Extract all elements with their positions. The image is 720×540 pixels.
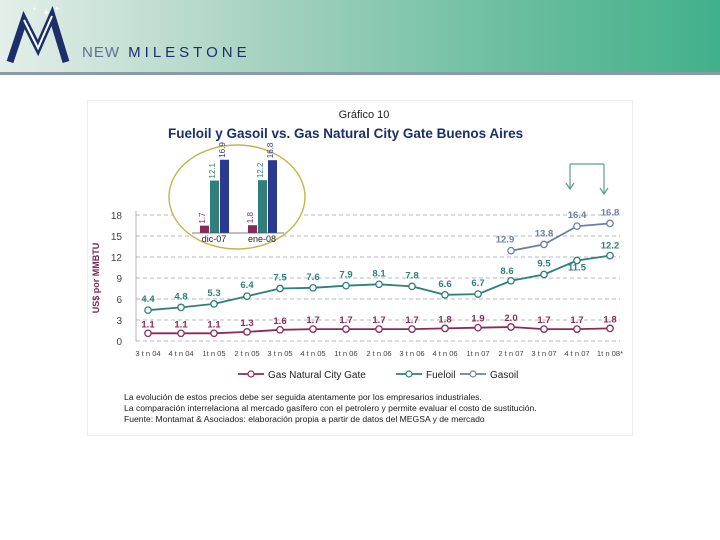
y-tick-label: 9 <box>116 274 122 285</box>
milestone-logo-icon <box>4 2 74 68</box>
x-tick-label: 4 t n 04 <box>168 349 194 358</box>
y-axis-label: US$ por MMBTU <box>91 242 101 314</box>
x-tick-label: 1t n 06 <box>334 349 358 358</box>
inset-bar-label: 1.7 <box>198 212 207 224</box>
data-label: 6.7 <box>471 278 485 290</box>
legend-marker <box>406 371 412 377</box>
y-tick-label: 12 <box>110 253 122 264</box>
x-tick-label: 3 t n 04 <box>135 349 161 358</box>
data-point <box>508 248 514 254</box>
y-tick-label: 15 <box>110 232 122 243</box>
inset-bar <box>200 226 209 233</box>
data-point <box>607 252 613 258</box>
data-point <box>277 285 283 291</box>
data-label: 16.8 <box>600 207 620 219</box>
note-line-3: Fuente: Montamat & Asociados: elaboración propia a partir de datos del MEGSA y de mercado <box>124 414 485 424</box>
header-divider <box>0 72 720 75</box>
inset-bar-label: 12.2 <box>256 162 265 179</box>
data-point <box>178 304 184 310</box>
inset-bar-label: 1.8 <box>246 212 255 224</box>
data-label: 11.5 <box>568 262 586 274</box>
data-label: 1.1 <box>207 319 221 331</box>
data-label: 2.0 <box>504 313 518 324</box>
data-point <box>277 327 283 333</box>
data-point <box>409 326 415 332</box>
data-point <box>178 330 184 336</box>
data-point <box>442 292 448 298</box>
data-label: 1.8 <box>438 314 452 326</box>
legend-label: Gasoil <box>490 370 519 381</box>
data-point <box>310 285 316 291</box>
inset-bar <box>210 181 219 233</box>
data-label: 1.7 <box>570 315 584 327</box>
inset-bar-label: 16.9 <box>218 142 227 158</box>
legend-marker <box>470 371 476 377</box>
y-tick-label: 3 <box>116 316 122 327</box>
data-point <box>211 330 217 336</box>
data-label: 1.7 <box>372 315 386 327</box>
data-point <box>508 324 514 330</box>
data-point <box>607 220 613 226</box>
data-label: 16.4 <box>567 210 587 222</box>
chart-canvas <box>88 101 634 437</box>
y-tick-label: 6 <box>116 295 122 306</box>
data-point <box>574 223 580 229</box>
data-label: 12.2 <box>600 240 620 252</box>
data-label: 1.7 <box>537 315 551 327</box>
data-point <box>376 326 382 332</box>
data-label: 4.4 <box>141 294 155 306</box>
inset-bar <box>258 180 267 233</box>
data-label: 5.3 <box>207 287 221 299</box>
legend-label: Gas Natural City Gate <box>268 370 366 381</box>
legend-marker <box>248 371 254 377</box>
data-point <box>475 325 481 331</box>
inset-category-label: ene-08 <box>247 234 277 244</box>
x-tick-label: 3 t n 07 <box>531 349 557 358</box>
header-banner <box>0 0 720 72</box>
data-point <box>211 301 217 307</box>
x-tick-label: 4 t n 05 <box>300 349 326 358</box>
data-label: 1.7 <box>306 315 320 327</box>
data-point <box>607 325 613 331</box>
data-point <box>310 326 316 332</box>
chart-slide <box>87 100 633 436</box>
data-point <box>541 326 547 332</box>
data-label: 6.4 <box>240 280 254 292</box>
brand-name <box>82 44 251 61</box>
x-tick-label: 2 t n 07 <box>498 349 524 358</box>
data-label: 8.1 <box>372 268 386 280</box>
data-label: 7.6 <box>306 271 320 283</box>
data-label: 1.7 <box>339 315 353 327</box>
y-tick-label: 18 <box>110 211 122 222</box>
y-tick-label: 0 <box>116 337 122 348</box>
chart-title: Fueloil y Gasoil vs. Gas Natural City Gate Buenos Aires <box>168 126 524 141</box>
x-tick-label: 2 t n 05 <box>234 349 260 358</box>
inset-bar <box>268 160 277 233</box>
data-label: 6.6 <box>438 278 452 290</box>
data-point <box>376 281 382 287</box>
data-point <box>145 307 151 313</box>
note-line-2: La comparación interrelaciona al mercado gasífero con el petrolero y permite evaluar el costo de sustitución. <box>124 403 537 413</box>
data-label: 7.5 <box>273 272 287 284</box>
data-point <box>343 283 349 289</box>
x-tick-label: 3 t n 05 <box>267 349 293 358</box>
data-point <box>145 330 151 336</box>
data-label: 9.5 <box>537 258 551 270</box>
data-label: 8.6 <box>500 265 514 277</box>
inset-bar-label: 16.8 <box>266 142 275 159</box>
data-label: 1.8 <box>603 314 617 326</box>
data-point <box>541 241 547 247</box>
data-label: 1.1 <box>141 319 155 331</box>
data-label: 1.6 <box>273 315 287 327</box>
svg-text:✦: ✦ <box>42 8 51 19</box>
x-tick-label: 4 t n 06 <box>432 349 458 358</box>
x-tick-label: 3 t n 06 <box>399 349 425 358</box>
data-point <box>508 278 514 284</box>
data-label: 1.9 <box>471 313 485 325</box>
data-label: 4.8 <box>174 291 188 303</box>
x-tick-label: 1t n 05 <box>202 349 226 358</box>
x-tick-label: 4 t n 07 <box>564 349 590 358</box>
data-point <box>409 283 415 289</box>
inset-bar-label: 12.1 <box>208 162 217 179</box>
data-label: 7.9 <box>339 269 353 281</box>
data-label: 12.9 <box>495 234 515 246</box>
inset-category-label: dic-07 <box>201 234 227 244</box>
series-line <box>511 223 610 250</box>
data-label: 1.7 <box>405 315 419 327</box>
data-point <box>244 293 250 299</box>
note-line-1: La evolución de estos precios debe ser seguida atentamente por los empresarios industriales. <box>124 392 482 402</box>
legend-label: Fueloil <box>426 370 456 381</box>
x-tick-label: 1t n 07 <box>466 349 490 358</box>
x-tick-label: 1t n 08* <box>596 349 624 358</box>
data-label: 1.1 <box>174 319 188 331</box>
data-point <box>541 271 547 277</box>
brand-milestone: MILESTONE <box>128 44 251 61</box>
data-point <box>442 325 448 331</box>
data-point <box>574 326 580 332</box>
x-tick-label: 2 t n 06 <box>366 349 392 358</box>
svg-text:✦: ✦ <box>32 6 38 13</box>
chart-notes <box>124 392 537 425</box>
chart-suptitle: Gráfico 10 <box>338 109 390 121</box>
data-point <box>343 326 349 332</box>
svg-text:✦: ✦ <box>54 5 60 13</box>
inset-bar <box>220 160 229 233</box>
data-point <box>244 329 250 335</box>
inset-bar <box>248 225 257 233</box>
data-label: 1.3 <box>240 317 254 329</box>
brand-new: NEW <box>82 44 120 61</box>
data-label: 7.8 <box>405 270 419 282</box>
data-label: 13.8 <box>534 228 554 240</box>
data-point <box>475 291 481 297</box>
